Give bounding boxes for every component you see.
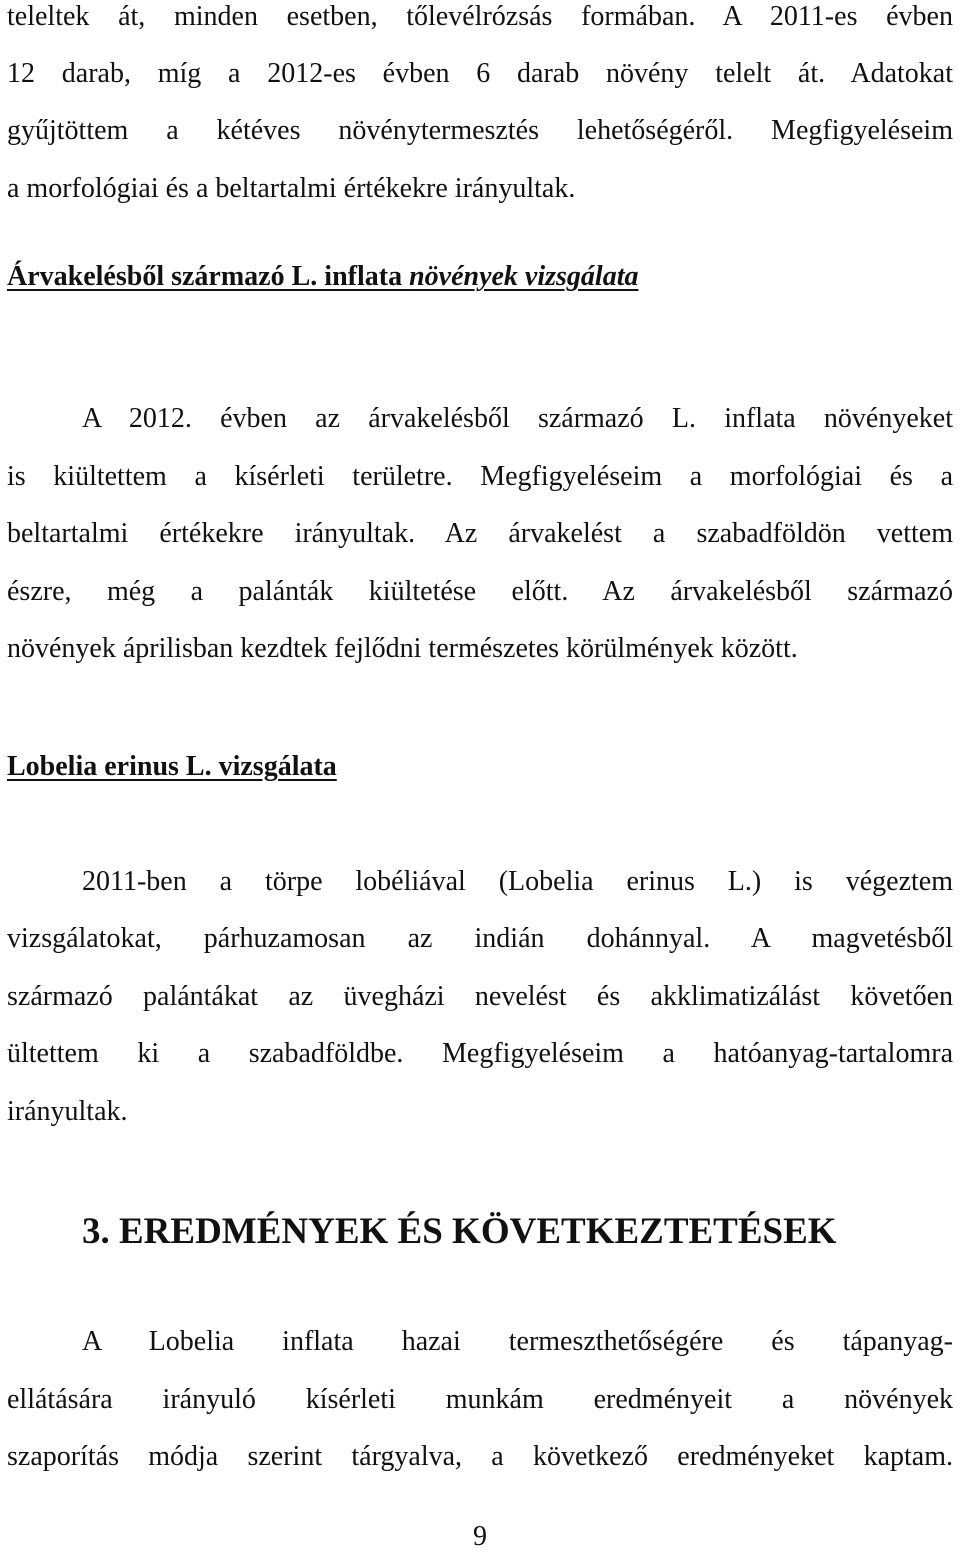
chapter-line-2: ellátására irányuló kísérleti munkám eredményeit a növények [7,1384,953,1415]
intro-line-2: 12 darab, míg a 2012-es évben 6 darab növény telelt át. Adatokat [7,58,953,89]
section-heading-inflata-italic: növények vizsgálata [409,261,639,292]
inflata-line-5: növények áprilisban kezdtek fejlődni természetes körülmények között. [7,633,798,664]
section-heading-inflata [7,260,638,294]
erinus-line-1: 2011-ben a törpe lobéliával (Lobelia erinus L.) is végeztem [82,866,953,897]
erinus-line-5: irányultak. [7,1096,128,1127]
inflata-line-2: is kiültettem a kísérleti területre. Megfigyeléseim a morfológiai és a [7,461,953,492]
inflata-line-3: beltartalmi értékekre irányultak. Az árvakelést a szabadföldön vettem [7,518,953,549]
page-number: 9 [473,1521,487,1552]
intro-line-1: teleltek át, minden esetben, tőlevélrózsás formában. A 2011-es évben [7,1,953,32]
inflata-line-4: észre, még a palánták kiültetése előtt. Az árvakelésből származó [7,576,953,607]
intro-line-3: gyűjtöttem a kétéves növénytermesztés lehetőségéről. Megfigyeléseim [7,115,953,146]
erinus-line-2: vizsgálatokat, párhuzamosan az indián dohánnyal. A magvetésből [7,923,953,954]
erinus-line-3: származó palántákat az üvegházi nevelést és akklimatizálást követően [7,981,953,1012]
chapter-line-3: szaporítás módja szerint tárgyalva, a következő eredményeket kaptam. [7,1441,953,1472]
intro-line-4: a morfológiai és a beltartalmi értékekre irányultak. [7,173,576,204]
erinus-line-4: ültettem ki a szabadföldbe. Megfigyeléseim a hatóanyag-tartalomra [7,1038,953,1069]
chapter-title: 3. EREDMÉNYEK ÉS KÖVETKEZTETÉSEK [82,1211,837,1252]
section-heading-erinus: Lobelia erinus L. vizsgálata [7,751,337,782]
inflata-line-1: A 2012. évben az árvakelésből származó L. inflata növényeket [82,403,953,434]
chapter-line-1: A Lobelia inflata hazai termeszthetőségére és tápanyag- [82,1326,953,1357]
section-heading-inflata-prefix: Árvakelésből származó L. inflata [7,261,410,292]
